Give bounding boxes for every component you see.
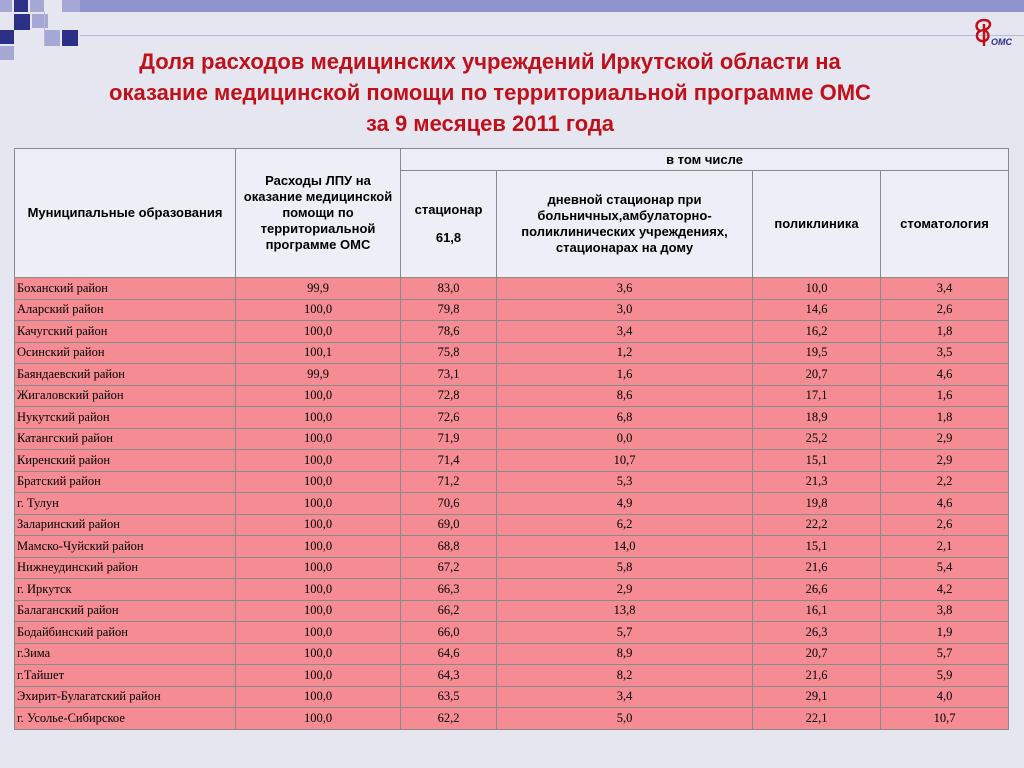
cell-dentistry: 3,5 <box>881 342 1009 364</box>
cell-dentistry: 3,4 <box>881 278 1009 300</box>
cell-polyclinic: 29,1 <box>753 686 881 708</box>
cell-polyclinic: 15,1 <box>753 536 881 558</box>
cell-municipality: Качугский район <box>15 321 236 343</box>
decor-square <box>44 30 60 46</box>
cell-day-hospital: 5,7 <box>497 622 753 644</box>
cell-day-hospital: 0,0 <box>497 428 753 450</box>
cell-dentistry: 1,6 <box>881 385 1009 407</box>
cell-day-hospital: 2,9 <box>497 579 753 601</box>
cell-day-hospital: 3,4 <box>497 321 753 343</box>
cell-day-hospital: 8,2 <box>497 665 753 687</box>
table-row <box>15 600 1009 622</box>
cell-day-hospital: 13,8 <box>497 600 753 622</box>
table-row <box>15 665 1009 687</box>
cell-hospital: 75,8 <box>401 342 497 364</box>
table-row <box>15 643 1009 665</box>
header-hospital <box>401 171 497 278</box>
table-row <box>15 471 1009 493</box>
cell-polyclinic: 15,1 <box>753 450 881 472</box>
cell-dentistry: 3,8 <box>881 600 1009 622</box>
cell-expenses: 100,0 <box>236 321 401 343</box>
cell-dentistry: 2,2 <box>881 471 1009 493</box>
table-row <box>15 536 1009 558</box>
decor-line <box>80 35 1024 36</box>
header-municipality: Муниципальные образования <box>15 149 236 278</box>
cell-hospital: 66,0 <box>401 622 497 644</box>
header-day-hospital: дневной стационар при больничных,амбулаторно-поликлинических учреждениях, стационарах на дому <box>497 171 753 278</box>
cell-hospital: 64,3 <box>401 665 497 687</box>
cell-polyclinic: 21,3 <box>753 471 881 493</box>
table-row <box>15 364 1009 386</box>
cell-expenses: 100,0 <box>236 665 401 687</box>
cell-expenses: 100,0 <box>236 622 401 644</box>
header-hospital-label: стационар <box>414 202 483 218</box>
cell-polyclinic: 19,5 <box>753 342 881 364</box>
table-row <box>15 557 1009 579</box>
decor-square <box>30 0 44 12</box>
cell-polyclinic: 22,1 <box>753 708 881 730</box>
cell-expenses: 100,1 <box>236 342 401 364</box>
cell-polyclinic: 20,7 <box>753 364 881 386</box>
cell-polyclinic: 10,0 <box>753 278 881 300</box>
cell-expenses: 100,0 <box>236 471 401 493</box>
cell-hospital: 71,2 <box>401 471 497 493</box>
table-row <box>15 686 1009 708</box>
cell-expenses: 100,0 <box>236 514 401 536</box>
cell-polyclinic: 17,1 <box>753 385 881 407</box>
cell-municipality: г.Тайшет <box>15 665 236 687</box>
cell-hospital: 70,6 <box>401 493 497 515</box>
cell-dentistry: 1,9 <box>881 622 1009 644</box>
cell-polyclinic: 16,1 <box>753 600 881 622</box>
cell-day-hospital: 10,7 <box>497 450 753 472</box>
cell-municipality: Балаганский район <box>15 600 236 622</box>
cell-polyclinic: 26,3 <box>753 622 881 644</box>
decor-square <box>14 14 30 30</box>
cell-day-hospital: 3,0 <box>497 299 753 321</box>
cell-municipality: г.Зима <box>15 643 236 665</box>
cell-hospital: 63,5 <box>401 686 497 708</box>
cell-hospital: 69,0 <box>401 514 497 536</box>
cell-day-hospital: 8,9 <box>497 643 753 665</box>
oms-logo <box>972 16 1020 48</box>
oms-logo-icon <box>972 16 1020 48</box>
cell-polyclinic: 21,6 <box>753 665 881 687</box>
cell-polyclinic: 21,6 <box>753 557 881 579</box>
cell-dentistry: 2,9 <box>881 428 1009 450</box>
header-dentistry: стоматология <box>881 171 1009 278</box>
cell-polyclinic: 16,2 <box>753 321 881 343</box>
table-row <box>15 342 1009 364</box>
title-line-3: за 9 месяцев 2011 года <box>365 111 615 136</box>
table-row <box>15 708 1009 730</box>
cell-hospital: 71,4 <box>401 450 497 472</box>
cell-municipality: Нукутский район <box>15 407 236 429</box>
cell-hospital: 72,6 <box>401 407 497 429</box>
cell-hospital: 66,2 <box>401 600 497 622</box>
cell-municipality: Баяндаевский район <box>15 364 236 386</box>
header-polyclinic: поликлиника <box>753 171 881 278</box>
cell-day-hospital: 14,0 <box>497 536 753 558</box>
cell-polyclinic: 22,2 <box>753 514 881 536</box>
decor-square <box>62 30 78 46</box>
cell-expenses: 99,9 <box>236 278 401 300</box>
cell-expenses: 100,0 <box>236 557 401 579</box>
decor-square <box>14 0 28 12</box>
cell-expenses: 100,0 <box>236 450 401 472</box>
cell-expenses: 100,0 <box>236 536 401 558</box>
cell-expenses: 99,9 <box>236 364 401 386</box>
cell-hospital: 67,2 <box>401 557 497 579</box>
cell-municipality: Катангский район <box>15 428 236 450</box>
cell-dentistry: 10,7 <box>881 708 1009 730</box>
cell-dentistry: 2,1 <box>881 536 1009 558</box>
cell-polyclinic: 26,6 <box>753 579 881 601</box>
cell-dentistry: 1,8 <box>881 321 1009 343</box>
cell-day-hospital: 3,4 <box>497 686 753 708</box>
cell-day-hospital: 3,6 <box>497 278 753 300</box>
cell-day-hospital: 6,8 <box>497 407 753 429</box>
decor-bar <box>80 0 1024 12</box>
cell-municipality: Мамско-Чуйский район <box>15 536 236 558</box>
table-row <box>15 579 1009 601</box>
cell-dentistry: 2,6 <box>881 514 1009 536</box>
cell-dentistry: 2,9 <box>881 450 1009 472</box>
cell-expenses: 100,0 <box>236 407 401 429</box>
cell-hospital: 62,2 <box>401 708 497 730</box>
cell-expenses: 100,0 <box>236 643 401 665</box>
cell-hospital: 66,3 <box>401 579 497 601</box>
table-row <box>15 514 1009 536</box>
cell-hospital: 72,8 <box>401 385 497 407</box>
decor-square <box>0 30 14 44</box>
table-row <box>15 299 1009 321</box>
table-row <box>15 450 1009 472</box>
cell-municipality: Бодайбинский район <box>15 622 236 644</box>
decor-square <box>0 0 12 12</box>
cell-expenses: 100,0 <box>236 385 401 407</box>
cell-hospital: 83,0 <box>401 278 497 300</box>
cell-expenses: 100,0 <box>236 686 401 708</box>
cell-municipality: г. Тулун <box>15 493 236 515</box>
decor-square <box>32 14 48 28</box>
cell-dentistry: 4,2 <box>881 579 1009 601</box>
cell-day-hospital: 4,9 <box>497 493 753 515</box>
header-expenses: Расходы ЛПУ на оказание медицинской помощи по территориальной программе ОМС <box>236 149 401 278</box>
cell-municipality: Нижнеудинский район <box>15 557 236 579</box>
cell-hospital: 79,8 <box>401 299 497 321</box>
table-row <box>15 428 1009 450</box>
cell-day-hospital: 1,2 <box>497 342 753 364</box>
cell-expenses: 100,0 <box>236 600 401 622</box>
oms-logo-text: ОМС <box>991 37 1012 47</box>
cell-expenses: 100,0 <box>236 299 401 321</box>
cell-municipality: Боханский район <box>15 278 236 300</box>
header-hospital-value: 61,8 <box>435 230 462 246</box>
cell-hospital: 71,9 <box>401 428 497 450</box>
cell-expenses: 100,0 <box>236 493 401 515</box>
expenses-table <box>14 148 1009 730</box>
cell-expenses: 100,0 <box>236 428 401 450</box>
cell-dentistry: 5,9 <box>881 665 1009 687</box>
decor-square <box>0 46 14 60</box>
table-row <box>15 622 1009 644</box>
table-row <box>15 321 1009 343</box>
cell-municipality: Заларинский район <box>15 514 236 536</box>
cell-polyclinic: 25,2 <box>753 428 881 450</box>
cell-polyclinic: 20,7 <box>753 643 881 665</box>
cell-polyclinic: 19,8 <box>753 493 881 515</box>
cell-day-hospital: 5,8 <box>497 557 753 579</box>
cell-municipality: Киренский район <box>15 450 236 472</box>
table-row <box>15 493 1009 515</box>
decor-line <box>44 12 45 46</box>
page-title <box>40 46 940 139</box>
cell-hospital: 78,6 <box>401 321 497 343</box>
header-including: в том числе <box>401 149 1009 171</box>
table-body <box>15 278 1009 730</box>
cell-day-hospital: 6,2 <box>497 514 753 536</box>
table-row <box>15 407 1009 429</box>
title-line-1: Доля расходов медицинских учреждений Иркутской области на <box>139 49 841 74</box>
cell-polyclinic: 18,9 <box>753 407 881 429</box>
cell-dentistry: 4,6 <box>881 493 1009 515</box>
table-row <box>15 385 1009 407</box>
cell-municipality: Жигаловский район <box>15 385 236 407</box>
cell-municipality: г. Усолье-Сибирское <box>15 708 236 730</box>
title-line-2: оказание медицинской помощи по территориальной программе ОМС <box>109 80 871 105</box>
cell-expenses: 100,0 <box>236 708 401 730</box>
cell-municipality: Аларский район <box>15 299 236 321</box>
cell-dentistry: 2,6 <box>881 299 1009 321</box>
cell-dentistry: 5,4 <box>881 557 1009 579</box>
cell-day-hospital: 5,0 <box>497 708 753 730</box>
cell-municipality: Эхирит-Булагатский район <box>15 686 236 708</box>
cell-day-hospital: 5,3 <box>497 471 753 493</box>
cell-hospital: 68,8 <box>401 536 497 558</box>
cell-dentistry: 4,6 <box>881 364 1009 386</box>
cell-hospital: 64,6 <box>401 643 497 665</box>
cell-municipality: Братский район <box>15 471 236 493</box>
cell-day-hospital: 8,6 <box>497 385 753 407</box>
cell-dentistry: 5,7 <box>881 643 1009 665</box>
cell-polyclinic: 14,6 <box>753 299 881 321</box>
table-row <box>15 278 1009 300</box>
cell-dentistry: 1,8 <box>881 407 1009 429</box>
cell-municipality: Осинский район <box>15 342 236 364</box>
cell-municipality: г. Иркутск <box>15 579 236 601</box>
cell-dentistry: 4,0 <box>881 686 1009 708</box>
decor-square <box>62 0 80 12</box>
cell-hospital: 73,1 <box>401 364 497 386</box>
cell-day-hospital: 1,6 <box>497 364 753 386</box>
cell-expenses: 100,0 <box>236 579 401 601</box>
